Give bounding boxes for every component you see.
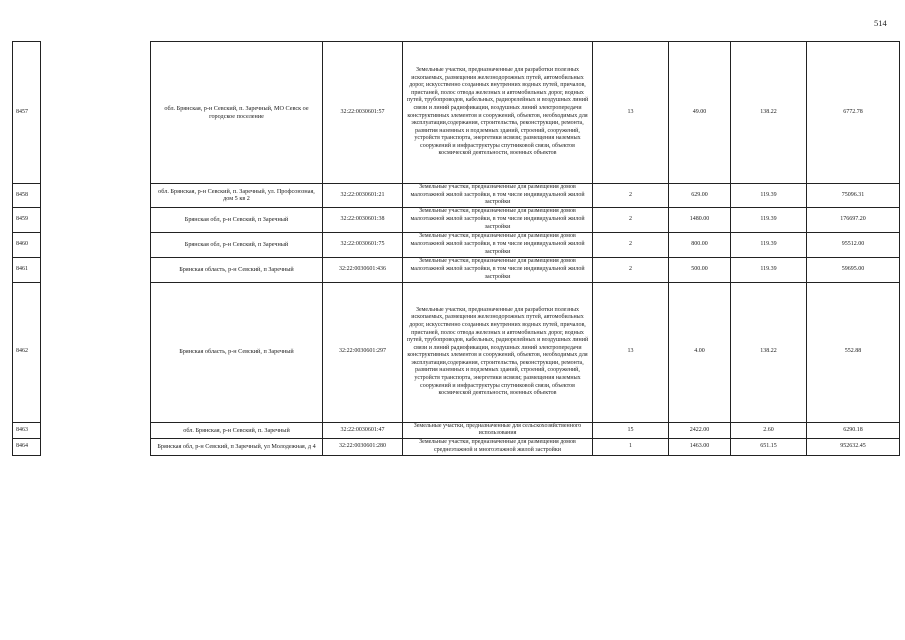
- land-use-cell: Земельные участки, предназначенные для разработки полезных ископаемых, размещения железнодорожных путей, автомобильных дорог, искусственно созданных внутренних водных путей, причалов, пристаней, полос отвода железных и автомобильных дорог, водных путей, трубопроводов, кабельных, радиорелейных и воздушных линий связи и линий радиофикации, воздушных линий электропередачи конструктивных элементов и сооружений, объектов, необходимых для эксплуатации,содержания, строительства, реконструкции, ремонта, развития наземных и подземных зданий, строений, сооружений, устройств транспорта, энергетики исвязи; размещения наземных сооружений и инфраструктуры спутниковой связи, объектов космической деятельности, военных объектов: [403, 282, 593, 422]
- area-cell: 2422.00: [669, 422, 731, 438]
- cadastral-value-cell: 95512.00: [807, 232, 900, 257]
- use-group-cell: 15: [593, 422, 669, 438]
- address-cell: Брянская область, р-н Севский, п Заречный: [151, 257, 323, 282]
- cadastral-number-cell: 32:22:0030601:297: [323, 282, 403, 422]
- cadastral-value-cell: 59695.00: [807, 257, 900, 282]
- cadastral-number-cell: 32:22:0030601:75: [323, 232, 403, 257]
- specific-value-cell: 119.39: [731, 184, 807, 208]
- land-use-cell: Земельные участки, предназначенные для размещения домов среднеэтажной и многоэтажной жилой застройки: [403, 438, 593, 455]
- area-cell: 1480.00: [669, 207, 731, 232]
- cadastral-number-cell: 32:22:0030601:21: [323, 184, 403, 208]
- area-cell: 1463.00: [669, 438, 731, 455]
- specific-value-cell: 651.15: [731, 438, 807, 455]
- area-cell: 629.00: [669, 184, 731, 208]
- row-number: 8464: [13, 438, 41, 455]
- cadastral-number-cell: 32:22:0030601:47: [323, 422, 403, 438]
- spacer-cell: [41, 232, 151, 257]
- cadastral-value-cell: 6290.18: [807, 422, 900, 438]
- cadastral-number-cell: 32:22:0030601:280: [323, 438, 403, 455]
- cadastral-value-cell: 176697.20: [807, 207, 900, 232]
- table-row: [13, 207, 900, 232]
- cadastral-value-table: [12, 41, 900, 456]
- specific-value-cell: 138.22: [731, 42, 807, 184]
- spacer-cell: [41, 282, 151, 422]
- row-number: 8459: [13, 207, 41, 232]
- area-cell: 4.00: [669, 282, 731, 422]
- address-cell: обл. Брянская, р-н Севский, п. Заречный: [151, 422, 323, 438]
- table-row: [13, 438, 900, 455]
- area-cell: 800.00: [669, 232, 731, 257]
- specific-value-cell: 138.22: [731, 282, 807, 422]
- spacer-cell: [41, 438, 151, 455]
- address-cell: Брянская область, р-н Севский, п Заречный: [151, 282, 323, 422]
- cadastral-number-cell: 32:22:0030601:57: [323, 42, 403, 184]
- specific-value-cell: 2.60: [731, 422, 807, 438]
- address-cell: обл. Брянская, р-н Севский, п. Заречный, ул. Профсоюзная, дом 5 кв 2: [151, 184, 323, 208]
- cadastral-value-cell: 75096.31: [807, 184, 900, 208]
- table-row: [13, 422, 900, 438]
- address-cell: Брянская обл, р-н Севский, п Заречный, ул Молодежная, д 4: [151, 438, 323, 455]
- row-number: 8461: [13, 257, 41, 282]
- row-number: 8460: [13, 232, 41, 257]
- row-number: 8458: [13, 184, 41, 208]
- use-group-cell: 13: [593, 282, 669, 422]
- specific-value-cell: 119.39: [731, 232, 807, 257]
- spacer-cell: [41, 422, 151, 438]
- address-cell: Брянская обл, р-н Севский, п Заречный: [151, 207, 323, 232]
- table-body: [13, 42, 900, 456]
- use-group-cell: 2: [593, 257, 669, 282]
- row-number: 8463: [13, 422, 41, 438]
- land-use-cell: Земельные участки, предназначенные для разработки полезных ископаемых, размещения железнодорожных путей, автомобильных дорог, искусственно созданных внутренних водных путей, причалов, пристаней, полос отвода железных и автомобильных дорог, водных путей, трубопроводов, кабельных, радиорелейных и воздушных линий связи и линий радиофикации, воздушных линий электропередачи конструктивных элементов и сооружений, объектов, необходимых для эксплуатации,содержания, строительства, реконструкции, ремонта, развития наземных и подземных зданий, строений, сооружений, устройств транспорта, энергетики исвязи; размещения наземных сооружений и инфраструктуры спутниковой связи, объектов космической деятельности, военных объектов: [403, 42, 593, 184]
- use-group-cell: 13: [593, 42, 669, 184]
- spacer-cell: [41, 257, 151, 282]
- cadastral-value-cell: 952632.45: [807, 438, 900, 455]
- cadastral-number-cell: 32:22:0030601:38: [323, 207, 403, 232]
- page-number: 514: [874, 18, 887, 28]
- land-use-cell: Земельные участки, предназначенные для размещения домов малоэтажной жилой застройки, в том числе индивидуальной жилой застройки: [403, 232, 593, 257]
- spacer-cell: [41, 207, 151, 232]
- land-use-cell: Земельные участки, предназначенные для размещения домов малоэтажной жилой застройки, в том числе индивидуальной жилой застройки: [403, 257, 593, 282]
- land-use-cell: Земельные участки, предназначенные для сельскохозяйственного использования: [403, 422, 593, 438]
- spacer-cell: [41, 184, 151, 208]
- cadastral-value-cell: 6772.78: [807, 42, 900, 184]
- land-use-cell: Земельные участки, предназначенные для размещения домов малоэтажной жилой застройки, в том числе индивидуальной жилой застройки: [403, 207, 593, 232]
- table-row: [13, 257, 900, 282]
- spacer-cell: [41, 42, 151, 184]
- area-cell: 500.00: [669, 257, 731, 282]
- cadastral-number-cell: 32:22:0030601:436: [323, 257, 403, 282]
- use-group-cell: 2: [593, 184, 669, 208]
- table-row: [13, 42, 900, 184]
- cadastral-value-cell: 552.88: [807, 282, 900, 422]
- land-use-cell: Земельные участки, предназначенные для размещения домов малоэтажной жилой застройки, в том числе индивидуальной жилой застройки: [403, 184, 593, 208]
- address-cell: Брянская обл, р-н Севский, п Заречный: [151, 232, 323, 257]
- row-number: 8457: [13, 42, 41, 184]
- row-number: 8462: [13, 282, 41, 422]
- table-row: [13, 282, 900, 422]
- address-cell: обл. Брянская, р-н Севский, п. Заречный, МО Севск ое городское поселение: [151, 42, 323, 184]
- use-group-cell: 1: [593, 438, 669, 455]
- specific-value-cell: 119.39: [731, 207, 807, 232]
- specific-value-cell: 119.39: [731, 257, 807, 282]
- table-row: [13, 232, 900, 257]
- area-cell: 49.00: [669, 42, 731, 184]
- table-row: [13, 184, 900, 208]
- use-group-cell: 2: [593, 207, 669, 232]
- use-group-cell: 2: [593, 232, 669, 257]
